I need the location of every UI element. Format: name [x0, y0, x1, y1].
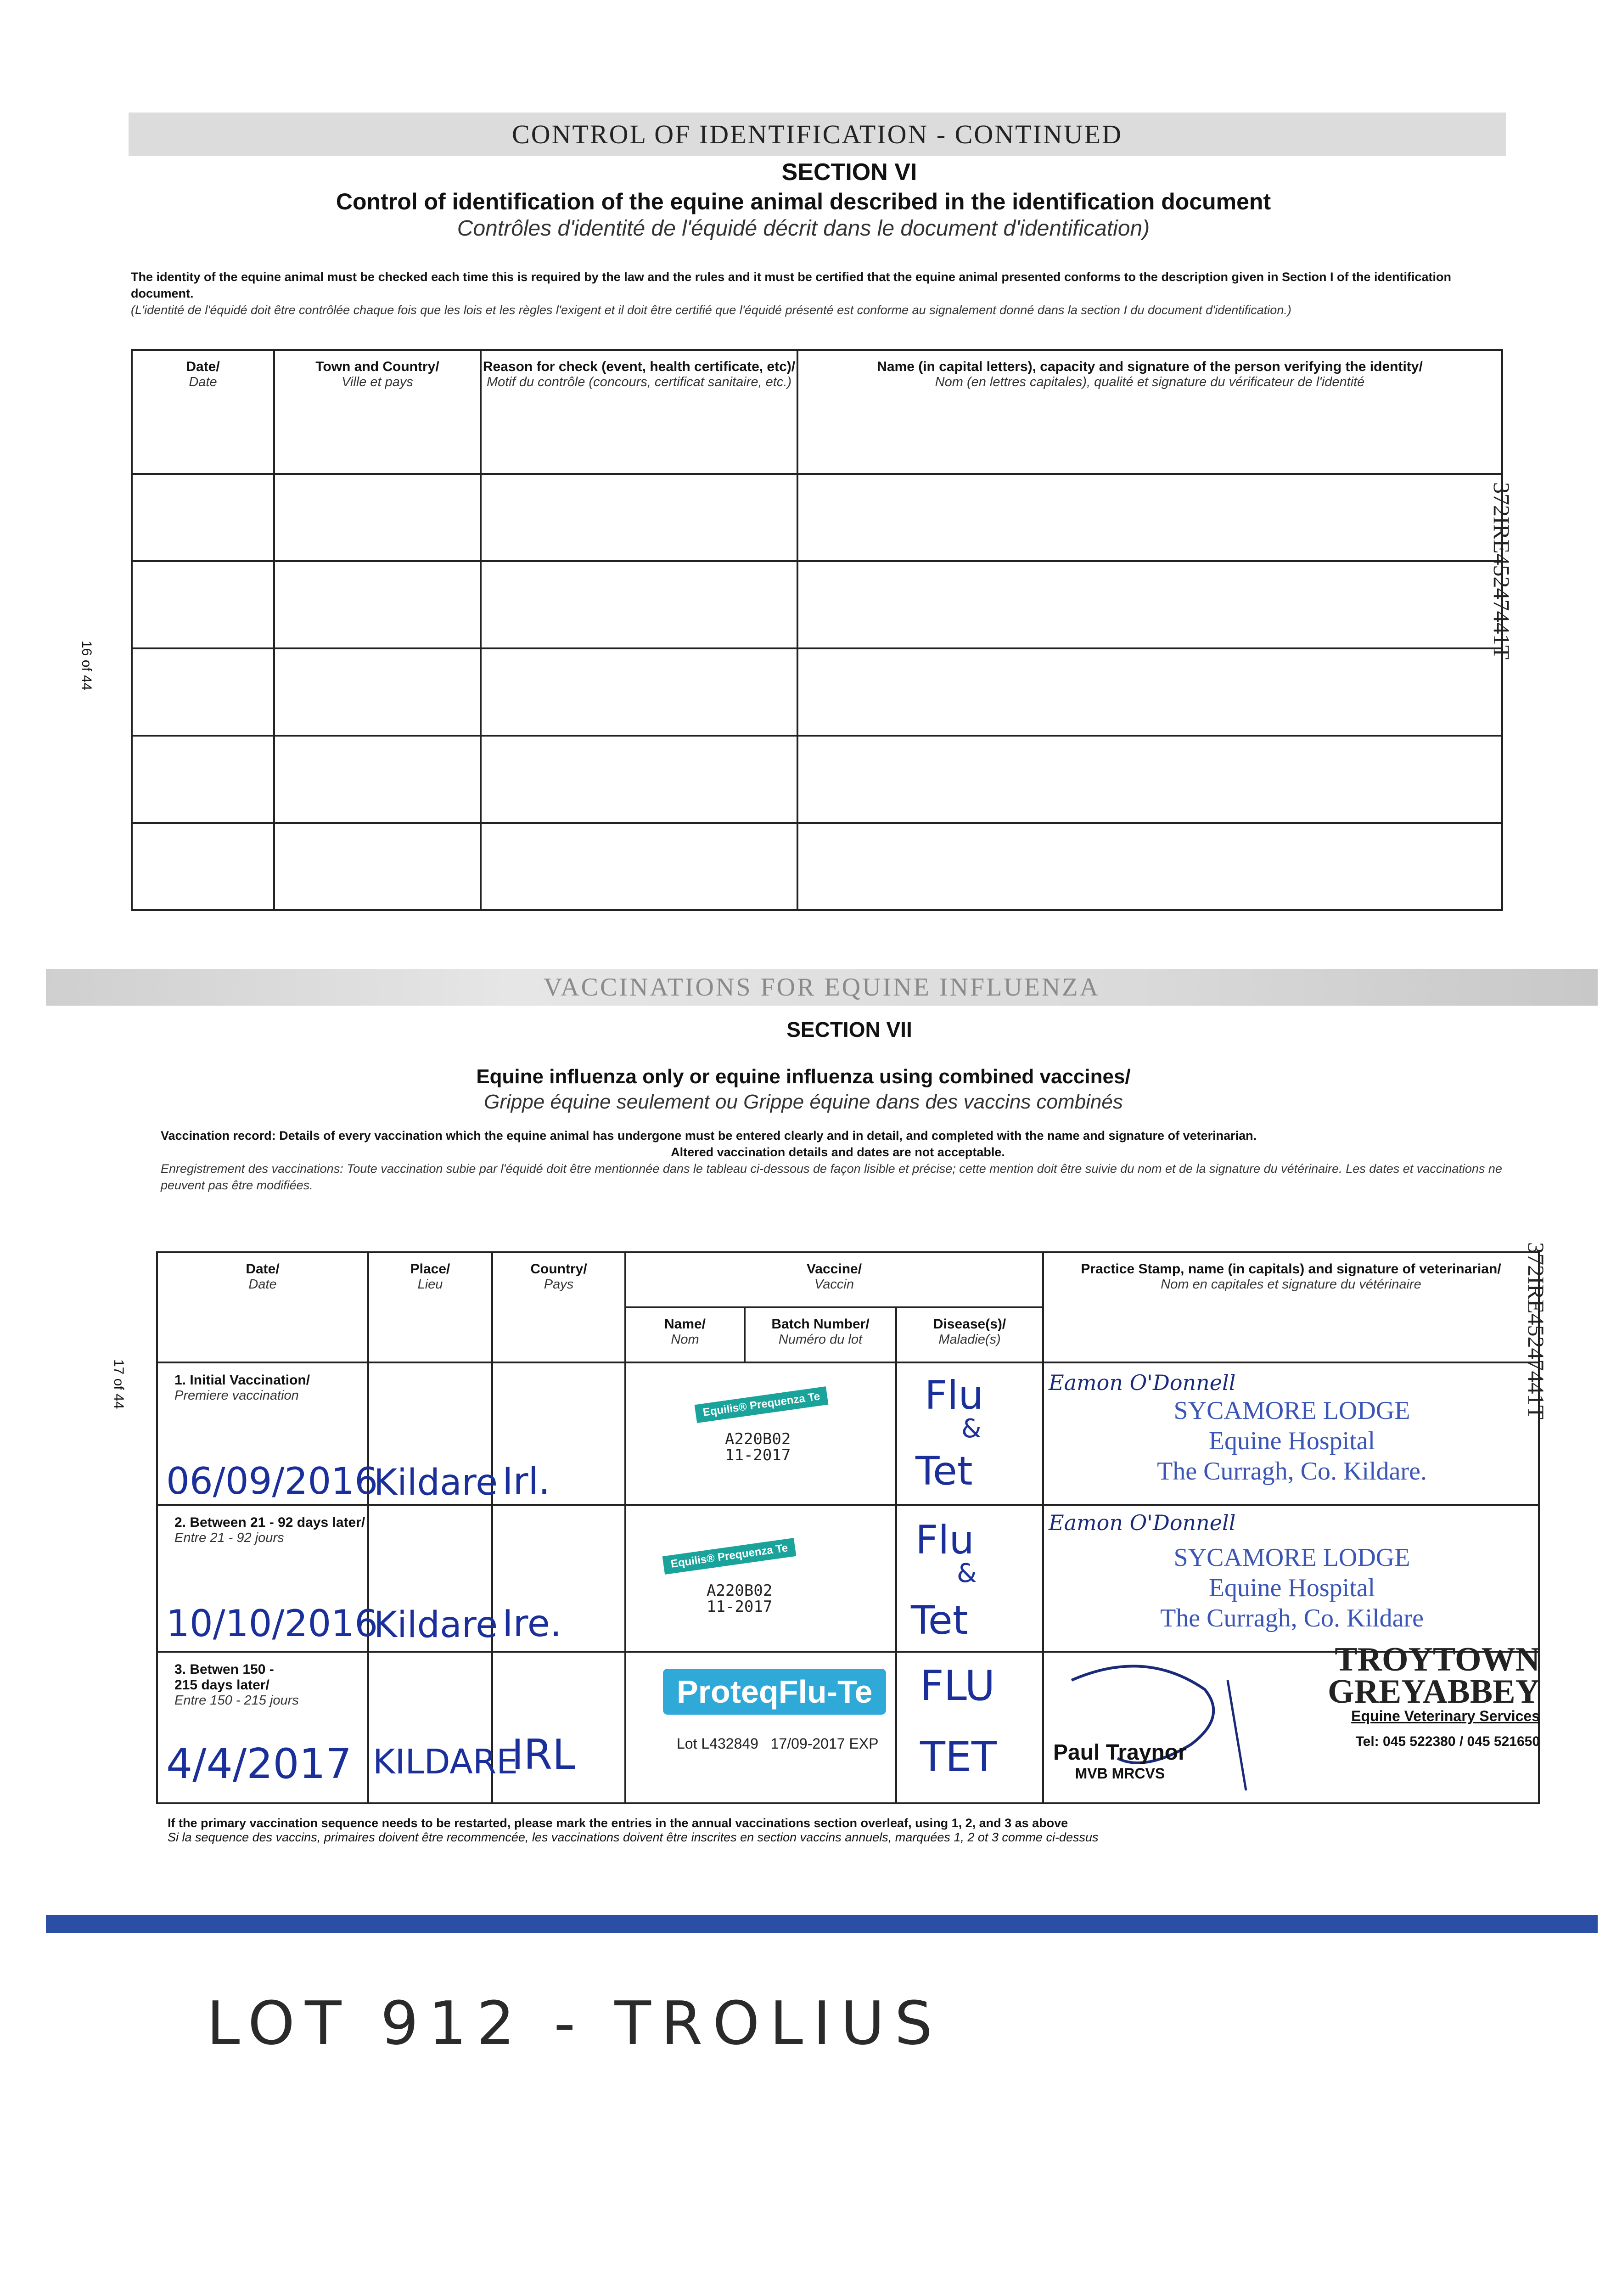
cell-empty[interactable] [132, 736, 274, 823]
row2-label-fr: Entre 21 - 92 jours [174, 1531, 284, 1545]
col-place-header: Place/ Lieu [368, 1252, 492, 1362]
row2-place-cell[interactable] [368, 1505, 498, 1652]
cell-empty[interactable] [481, 474, 797, 561]
row2-ampersand: & [957, 1559, 977, 1588]
col-batch-header: Batch Number/ Numéro du lot [745, 1307, 896, 1362]
cell-empty[interactable] [481, 823, 797, 910]
section6-para-fr: (L'identité de l'équidé doit être contrôlée chaque fois que les lois et les règles l'exigent et il doit être certifié que l'équidé présenté est conforme au signalement donné dans la section I du document d'identification.) [131, 303, 1291, 317]
row3-place: KILDARE [373, 1742, 518, 1782]
cell-empty[interactable] [132, 474, 274, 561]
row1-vaccine-sticker: Equilis® Prequenza Te [695, 1386, 829, 1423]
col-name-header: Name/ Nom [625, 1307, 745, 1362]
row3-vet-block [1053, 1740, 1187, 1782]
section6-banner: CONTROL OF IDENTIFICATION - CONTINUED [512, 119, 1122, 149]
cell-empty[interactable] [481, 736, 797, 823]
cell-empty[interactable] [274, 561, 481, 648]
table-row [157, 1505, 1539, 1652]
section7-title: Equine influenza only or equine influenza using combined vaccines/ [476, 1065, 1131, 1088]
row2-disease-flu: Flu [915, 1517, 974, 1563]
table-row [132, 648, 1502, 736]
row3-label: 3. Betwen 150 - 215 days later/ [174, 1662, 274, 1693]
row3-vet-name: Paul Traynor [1053, 1740, 1187, 1765]
col-reason-header: Reason for check (event, health certificate, etc)/ Motif du contrôle (concours, certificat sanitaire, etc.) [481, 350, 797, 474]
cell-empty[interactable] [132, 561, 274, 648]
section6-heading: SECTION VI [781, 159, 917, 186]
footnote [168, 1816, 1499, 1845]
vaccination-table [156, 1251, 1540, 1804]
row3-vet-quals: MVB MRCVS [1075, 1765, 1165, 1782]
col-date-header: Date/ Date [132, 350, 274, 474]
row3-date: 4/4/2017 [166, 1740, 352, 1788]
row1-date: 06/09/2016 [166, 1460, 378, 1503]
vaccination-header-row [157, 1252, 1539, 1307]
cell-empty[interactable] [274, 648, 481, 736]
row3-disease-tet: TET [920, 1733, 997, 1781]
page-bottom-bar [46, 1915, 1598, 1933]
row3-disease-flu: FLU [920, 1662, 995, 1710]
row2-exp: 11-2017 [707, 1598, 773, 1616]
stamp-line: SYCAMORE LODGE [1173, 1543, 1410, 1572]
cell-empty[interactable] [132, 648, 274, 736]
row3-practice-stamp [1246, 1643, 1540, 1750]
enregistrement-text: Toute vaccination subie par l'équidé doit être mentionnée dans le tableau ci-dessous de façon lisible et précise; cette mention doit être suivie du nom et de la signature du vétérinaire. Les dates et vaccinations ne peuvent pas être modifiées. [161, 1162, 1502, 1192]
row2-label: 2. Between 21 - 92 days later/ [174, 1515, 365, 1530]
section6-title-fr: Contrôles d'identité de l'équidé décrit dans le document d'identification) [457, 216, 1150, 241]
row1-batch: A220B02 [725, 1430, 791, 1448]
stamp-line: Equine Hospital [1208, 1574, 1375, 1602]
row2-disease-tet: Tet [911, 1598, 968, 1643]
col-disease-header: Disease(s)/ Maladie(s) [896, 1307, 1043, 1362]
cell-empty[interactable] [481, 648, 797, 736]
section7-title-fr: Grippe équine seulement ou Grippe équine dans des vaccins combinés [484, 1091, 1123, 1113]
stamp-line: TROYTOWN [1335, 1641, 1540, 1678]
col-country-header: Country/ Pays [492, 1252, 625, 1362]
row3-vaccine-cell[interactable] [625, 1652, 896, 1803]
row3-stamp-cell[interactable] [1043, 1641, 1540, 1803]
vaccination-altered-note: Altered vaccination details and dates are not acceptable. [671, 1145, 1005, 1159]
identity-check-table [131, 349, 1503, 911]
table-row [132, 736, 1502, 823]
identity-check-header-row [132, 350, 1502, 474]
section6-para-en: The identity of the equine animal must be checked each time this is required by the law and the rules and it must be certified that the equine animal presented conforms to the description given in Section I of the identification document. [131, 270, 1452, 300]
row2-country: Ire. [502, 1602, 562, 1645]
cell-empty[interactable] [797, 823, 1502, 910]
row1-date-cell[interactable] [157, 1362, 378, 1505]
row1-label-fr: Premiere vaccination [174, 1388, 299, 1403]
stamp-line: SYCAMORE LODGE [1173, 1396, 1410, 1425]
row2-stamp-cell[interactable] [1043, 1505, 1539, 1652]
vaccination-record-text: Details of every vaccination which the equine animal has undergone must be entered clearly and in detail, and completed with the name and signature of veterinarian. [279, 1129, 1257, 1142]
row2-signature: Eamon O'Donnell [1049, 1510, 1236, 1535]
section7-page-number: 17 of 44 [111, 1359, 126, 1409]
cell-empty[interactable] [797, 736, 1502, 823]
cell-empty[interactable] [797, 648, 1502, 736]
cell-empty[interactable] [274, 736, 481, 823]
section6-side-id: 372IRE45247441T [1489, 482, 1515, 660]
row2-practice-stamp [1044, 1542, 1540, 1633]
section7-instructions [161, 1127, 1515, 1193]
cell-empty[interactable] [797, 561, 1502, 648]
row3-place-cell[interactable] [368, 1652, 518, 1803]
section6-title: Control of identification of the equine animal described in the identification document [336, 189, 1271, 214]
col-vaccine-header: Vaccine/ Vaccin [625, 1252, 1043, 1307]
stamp-line: Tel: 045 522380 / 045 521650 [1355, 1734, 1540, 1749]
row2-date-cell[interactable] [157, 1505, 378, 1652]
row1-signature: Eamon O'Donnell [1049, 1370, 1236, 1395]
row3-date-cell[interactable] [157, 1652, 368, 1803]
col-date-header: Date/ Date [157, 1252, 368, 1362]
row3-country: IRL [511, 1731, 576, 1779]
section6-page-number: 16 of 44 [79, 641, 94, 691]
row1-stamp-cell[interactable] [1043, 1362, 1539, 1505]
table-row [132, 474, 1502, 561]
row3-batch-line: Lot L432849 17/09-2017 EXP [677, 1735, 879, 1752]
row1-country-cell[interactable] [492, 1362, 625, 1505]
stamp-line: GREYABBEY [1328, 1673, 1540, 1711]
row1-practice-stamp [1044, 1396, 1540, 1486]
cell-empty[interactable] [797, 474, 1502, 561]
footnote-fr: Si la sequence des vaccins, primaires doivent être recommencée, les vaccinations doivent être inscrites en section vaccins annuels, marquées 1, 2 ot 3 comme ci-dessus [168, 1830, 1099, 1844]
row1-disease-cell[interactable] [896, 1362, 1043, 1505]
cell-empty[interactable] [132, 823, 274, 910]
table-row [132, 561, 1502, 648]
cell-empty[interactable] [481, 561, 797, 648]
row3-country-cell[interactable] [492, 1652, 625, 1803]
row3-disease-cell[interactable] [896, 1652, 1043, 1803]
cell-empty[interactable] [274, 823, 481, 910]
enregistrement-lead: Enregistrement des vaccinations: [161, 1162, 343, 1176]
row1-vaccine-cell[interactable] [625, 1362, 896, 1505]
row2-vaccine-sticker: Equilis® Prequenza Te [662, 1538, 797, 1575]
row2-place: Kildare [374, 1604, 498, 1646]
col-stamp-header: Practice Stamp, name (in capitals) and signature of veterinarian/ Nom en capitales et signature du vétérinaire [1043, 1252, 1539, 1362]
section7-side-id: 372IRE45247441T [1523, 1242, 1549, 1420]
col-town-header: Town and Country/ Ville et pays [274, 350, 481, 474]
row2-country-cell[interactable] [492, 1505, 625, 1652]
row2-vaccine-cell[interactable] [625, 1505, 896, 1652]
stamp-line: Equine Hospital [1208, 1427, 1375, 1455]
cell-empty[interactable] [274, 474, 481, 561]
col-name-header: Name (in capital letters), capacity and signature of the person verifying the identity/ Nom (en lettres capitales), qualité et signature du vérificateur de l'identité [797, 350, 1502, 474]
table-row [157, 1362, 1539, 1505]
stamp-line: The Curragh, Co. Kildare [1160, 1604, 1424, 1632]
footnote-en: If the primary vaccination sequence needs to be restarted, please mark the entries in the annual vaccinations section overleaf, using 1, 2, and 3 as above [168, 1816, 1068, 1830]
row3-exp: 17/09-2017 [770, 1735, 845, 1752]
section7-banner: VACCINATIONS FOR EQUINE INFLUENZA [543, 973, 1100, 1002]
row1-exp: 11-2017 [725, 1446, 791, 1464]
row1-country: Irl. [502, 1460, 550, 1503]
stamp-line: Equine Veterinary Services [1351, 1708, 1540, 1724]
row1-label: 1. Initial Vaccination/ [174, 1373, 310, 1388]
vaccination-record-lead: Vaccination record: [161, 1129, 276, 1142]
section6-instructions [131, 269, 1508, 318]
row2-disease-cell[interactable] [896, 1505, 1043, 1652]
lot-note: LOT 912 - TROLIUS [207, 1988, 943, 2058]
row1-place: Kildare [374, 1462, 498, 1503]
table-row [157, 1652, 1539, 1803]
row1-disease-flu: Flu [925, 1373, 983, 1418]
row2-batch: A220B02 [707, 1581, 773, 1600]
row3-batch: L432849 [701, 1735, 758, 1752]
row3-vaccine-brand: ProteqFlu-Te [663, 1669, 886, 1715]
table-row [132, 823, 1502, 910]
row1-ampersand: & [961, 1414, 982, 1444]
section7-heading: SECTION VII [786, 1018, 912, 1041]
row3-label-fr: Entre 150 - 215 jours [174, 1693, 299, 1708]
row2-date: 10/10/2016 [166, 1602, 378, 1645]
row1-disease-tet: Tet [915, 1448, 973, 1494]
stamp-line: The Curragh, Co. Kildare. [1157, 1457, 1427, 1486]
row1-place-cell[interactable] [368, 1362, 498, 1505]
